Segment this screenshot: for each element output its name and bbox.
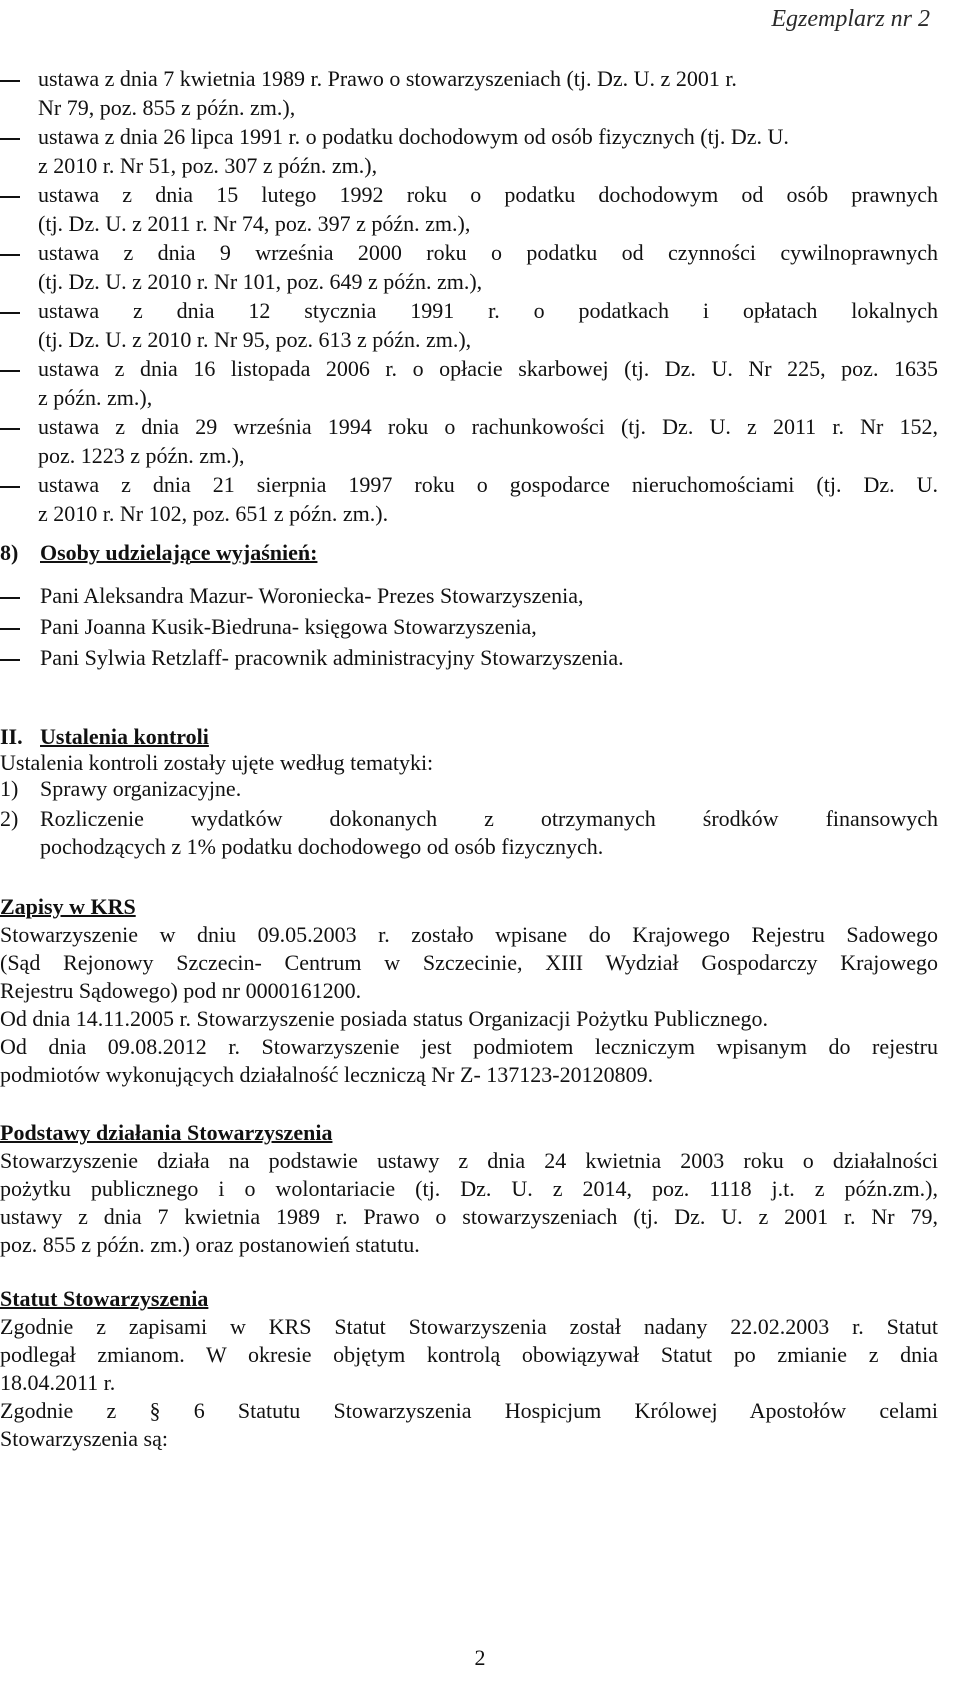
person-item: Pani Joanna Kusik-Biedruna- księgowa Stowarzyszenia, (40, 614, 537, 639)
krs-line: podmiotów wykonujących działalność leczniczą Nr Z- 137123-20120809. (0, 1062, 654, 1087)
krs-heading: Zapisy w KRS (0, 894, 136, 919)
statute-line: Zgodnie z zapisami w KRS Statut Stowarzyszenia został nadany 22.02.2003 r. Statut (0, 1314, 938, 1339)
law-line-2: z 2010 r. Nr 51, poz. 307 z późn. zm.), (38, 153, 378, 178)
dash-bullet-icon (0, 628, 20, 630)
krs-line: Stowarzyszenie w dniu 09.05.2003 r. zostało wpisane do Krajowego Rejestru Sadowego (0, 922, 938, 947)
topic-number: 1) (0, 776, 19, 801)
dash-bullet-icon (0, 254, 20, 256)
page-number: 2 (474, 1645, 486, 1670)
law-line-2: Nr 79, poz. 855 z późn. zm.), (38, 95, 296, 120)
topic-text-continued: pochodzących z 1% podatku dochodowego od osób fizycznych. (40, 834, 604, 859)
dash-bullet-icon (0, 659, 20, 661)
law-line-1: ustawa z dnia 26 lipca 1991 r. o podatku dochodowym od osób fizycznych (tj. Dz. U. (38, 124, 789, 149)
law-line-2: poz. 1223 z późn. zm.), (38, 443, 245, 468)
copy-number-header: Egzemplarz nr 2 (771, 6, 930, 32)
statute-heading: Statut Stowarzyszenia (0, 1286, 209, 1311)
section-ii-heading: Ustalenia kontroli (40, 724, 209, 749)
law-line-1: ustawa z dnia 15 lutego 1992 roku o podatku dochodowym od osób prawnych (38, 182, 938, 207)
law-line-1: ustawa z dnia 7 kwietnia 1989 r. Prawo o stowarzyszeniach (tj. Dz. U. z 2001 r. (38, 66, 737, 91)
statute-section (0, 1286, 960, 1456)
section-ii-intro: Ustalenia kontroli zostały ujęte według tematyki: (0, 750, 434, 775)
law-line-2: z 2010 r. Nr 102, poz. 651 z późn. zm.). (38, 501, 389, 526)
dash-bullet-icon (0, 196, 20, 198)
section-ii-number: II. (0, 724, 23, 749)
section-8 (0, 540, 960, 690)
topic-text: Rozliczenie wydatków dokonanych z otrzymanych środków finansowych (40, 806, 938, 831)
basis-heading: Podstawy działania Stowarzyszenia (0, 1120, 333, 1145)
dash-bullet-icon (0, 428, 20, 430)
person-item: Pani Aleksandra Mazur- Woroniecka- Prezes Stowarzyszenia, (40, 583, 584, 608)
statute-line: 18.04.2011 r. (0, 1370, 116, 1395)
krs-line: Rejestru Sądowego) pod nr 0000161200. (0, 978, 362, 1003)
basis-line: pożytku publicznego i o wolontariacie (tj. Dz. U. z 2014, poz. 1118 j.t. z późn.zm.), (0, 1176, 938, 1201)
law-line-1: ustawa z dnia 21 sierpnia 1997 roku o gospodarce nieruchomościami (tj. Dz. U. (38, 472, 938, 497)
section-ii (0, 724, 960, 864)
section-8-number: 8) (0, 540, 19, 565)
law-line-1: ustawa z dnia 16 listopada 2006 r. o opłacie skarbowej (tj. Dz. U. Nr 225, poz. 1635 (38, 356, 938, 381)
dash-bullet-icon (0, 80, 20, 82)
basis-line: Stowarzyszenie działa na podstawie ustawy z dnia 24 kwietnia 2003 roku o działalności (0, 1148, 938, 1173)
law-line-1: ustawa z dnia 9 września 2000 roku o podatku od czynności cywilnoprawnych (38, 240, 938, 265)
krs-line: Od dnia 14.11.2005 r. Stowarzyszenie posiada status Organizacji Pożytku Publicznego. (0, 1006, 769, 1031)
law-line-1: ustawa z dnia 29 września 1994 roku o rachunkowości (tj. Dz. U. z 2011 r. Nr 152, (38, 414, 938, 439)
statute-line: Zgodnie z § 6 Statutu Stowarzyszenia Hospicjum Królowej Apostołów celami (0, 1398, 938, 1423)
krs-line: Od dnia 09.08.2012 r. Stowarzyszenie jest podmiotem leczniczym wpisanym do rejestru (0, 1034, 938, 1059)
section-8-heading: Osoby udzielające wyjaśnień: (40, 540, 318, 565)
law-line-2: (tj. Dz. U. z 2010 r. Nr 101, poz. 649 z późn. zm.), (38, 269, 483, 294)
dash-bullet-icon (0, 370, 20, 372)
law-line-1: ustawa z dnia 12 stycznia 1991 r. o podatkach i opłatach lokalnych (38, 298, 938, 323)
dash-bullet-icon (0, 138, 20, 140)
dash-bullet-icon (0, 486, 20, 488)
topic-number: 2) (0, 806, 19, 831)
law-line-2: (tj. Dz. U. z 2010 r. Nr 95, poz. 613 z późn. zm.), (38, 327, 472, 352)
dash-bullet-icon (0, 312, 20, 314)
law-line-2: z późn. zm.), (38, 385, 153, 410)
topic-text: Sprawy organizacyjne. (40, 776, 242, 801)
basis-line: ustawy z dnia 7 kwietnia 1989 r. Prawo o stowarzyszeniach (tj. Dz. U. z 2001 r. Nr 79, (0, 1204, 938, 1229)
basis-line: poz. 855 z późn. zm.) oraz postanowień statutu. (0, 1232, 420, 1257)
krs-section (0, 894, 960, 1094)
basis-section (0, 1120, 960, 1260)
person-item: Pani Sylwia Retzlaff- pracownik administracyjny Stowarzyszenia. (40, 645, 624, 670)
law-line-2: (tj. Dz. U. z 2011 r. Nr 74, poz. 397 z późn. zm.), (38, 211, 471, 236)
statute-line: podlegał zmianom. W okresie objętym kontrolą obowiązywał Statut po zmianie z dnia (0, 1342, 938, 1367)
dash-bullet-icon (0, 597, 20, 599)
krs-line: (Sąd Rejonowy Szczecin- Centrum w Szczecinie, XIII Wydział Gospodarczy Krajowego (0, 950, 938, 975)
statute-line: Stowarzyszenia są: (0, 1426, 168, 1451)
legal-acts-list (0, 66, 960, 526)
